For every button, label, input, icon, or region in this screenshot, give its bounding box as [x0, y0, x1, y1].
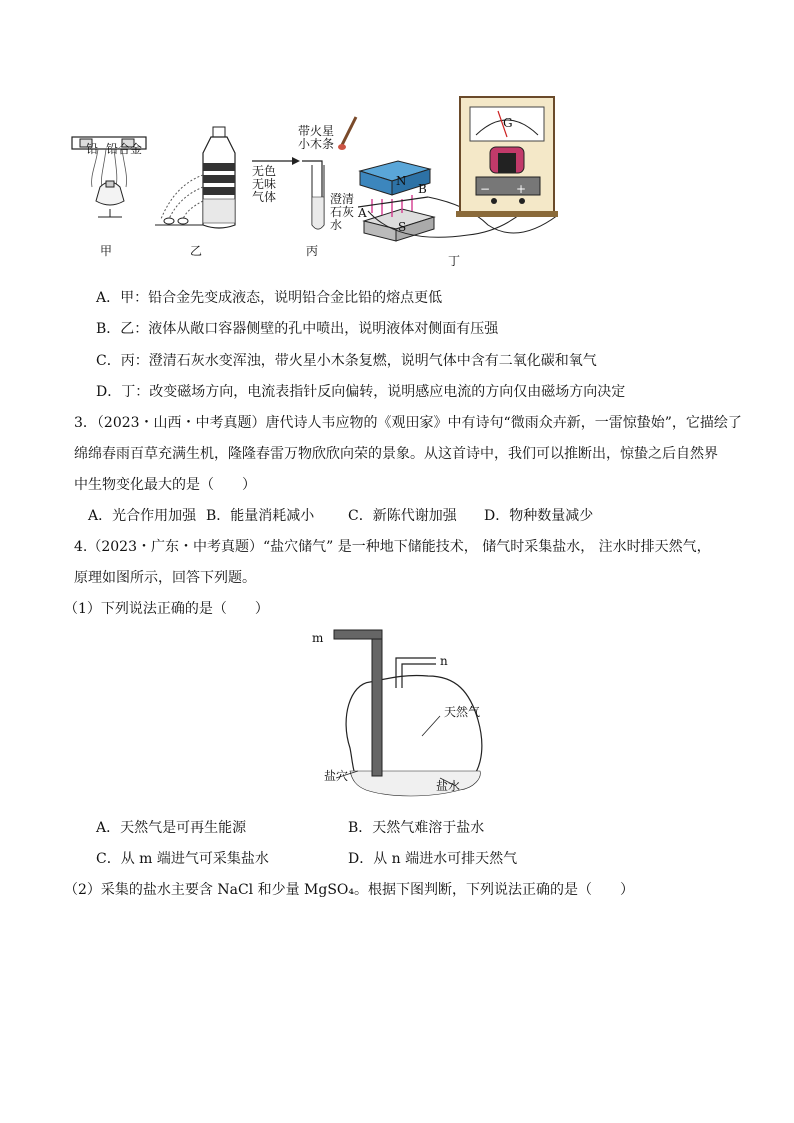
q3-stem-line-1: 3．（2023・山西・中考真题）唐代诗人韦应物的《观田家》中有诗句“微雨众卉新，一雷惊蛰始”，它描绘了	[74, 415, 742, 431]
q2-option-a: A．甲：铅合金先变成液态，说明铅合金比铅的熔点更低	[96, 290, 443, 306]
limewater-label: 澄清 石灰 水	[330, 192, 355, 232]
q3-option-c: C．新陈代谢加强	[348, 508, 457, 524]
magnet-s-label: S	[398, 220, 407, 234]
q4-option-c: C．从 m 端进气可采集盐水	[96, 851, 269, 867]
q3-option-d: D．物种数量减少	[484, 508, 594, 524]
caption-ding: 丁	[448, 254, 461, 268]
salt-cave-label: 盐穴	[324, 769, 349, 783]
q2-option-b: B．乙：液体从敞口容器侧壁的孔中喷出，说明液体对侧面有压强	[96, 321, 499, 337]
q2-option-c: C．丙：澄清石灰水变浑浊，带火星小木条复燃，说明气体中含有二氧化碳和氧气	[96, 353, 597, 369]
q3-option-b: B．能量消耗减小	[206, 508, 315, 524]
q3-option-a: A．光合作用加强	[88, 508, 197, 524]
q4-option-a: A．天然气是可再生能源	[96, 820, 247, 836]
q4-option-d: D．从 n 端进水可排天然气	[348, 851, 518, 867]
stick-label: 带火星 小木条	[298, 124, 335, 151]
magnet-n-label: N	[396, 174, 407, 188]
electromagnetic-induction-diagram	[358, 95, 558, 255]
caption-bing: 丙	[306, 244, 319, 258]
terminal-minus-label: −	[480, 182, 491, 196]
q2-option-d: D．丁：改变磁场方向，电流表指针反向偏转，说明感应电流的方向仅由磁场方向决定	[96, 384, 626, 400]
lead-alloy-label: 铅合金	[106, 142, 143, 156]
q4-sub-question-2: （2）采集的盐水主要含 NaCl 和少量 MgSO₄。根据下图判断，下列说法正确的是（ ）	[64, 882, 635, 898]
caption-jia: 甲	[100, 244, 113, 258]
point-a-label: A	[358, 206, 367, 220]
point-b-label: B	[418, 182, 427, 196]
brine-label: 盐水	[436, 779, 461, 793]
natural-gas-label: 天然气	[444, 705, 481, 719]
q4-stem-line-2: 原理如图所示，回答下列题。	[74, 570, 256, 586]
bottle-jet-diagram	[155, 125, 250, 235]
galvanometer-g-label: G	[503, 116, 513, 130]
q4-option-b: B．天然气难溶于盐水	[348, 820, 485, 836]
q4-stem-line-1: 4.（2023・广东・中考真题）“盐穴储气” 是一种地下储能技术， 储气时采集盐水， 注水时排天然气，	[74, 539, 711, 555]
n-end-label: n	[440, 654, 448, 668]
experiment-figure	[60, 95, 560, 270]
lead-alloy-melting-diagram	[70, 125, 150, 225]
gas-label: 无色 无味 气体	[252, 164, 277, 204]
q3-stem-line-2: 绵绵春雨百草充满生机，隆隆春雷万物欣欣向荣的景象。从这首诗中，我们可以推断出，惊蛰之后自然界	[74, 446, 718, 462]
q4-sub-question-1: （1）下列说法正确的是（ ）	[64, 601, 269, 617]
q3-stem-line-3: 中生物变化最大的是（ ）	[74, 477, 256, 493]
m-end-label: m	[312, 631, 324, 645]
caption-yi: 乙	[190, 244, 203, 258]
lead-label: 铅	[86, 142, 99, 156]
terminal-plus-label: +	[516, 182, 527, 196]
